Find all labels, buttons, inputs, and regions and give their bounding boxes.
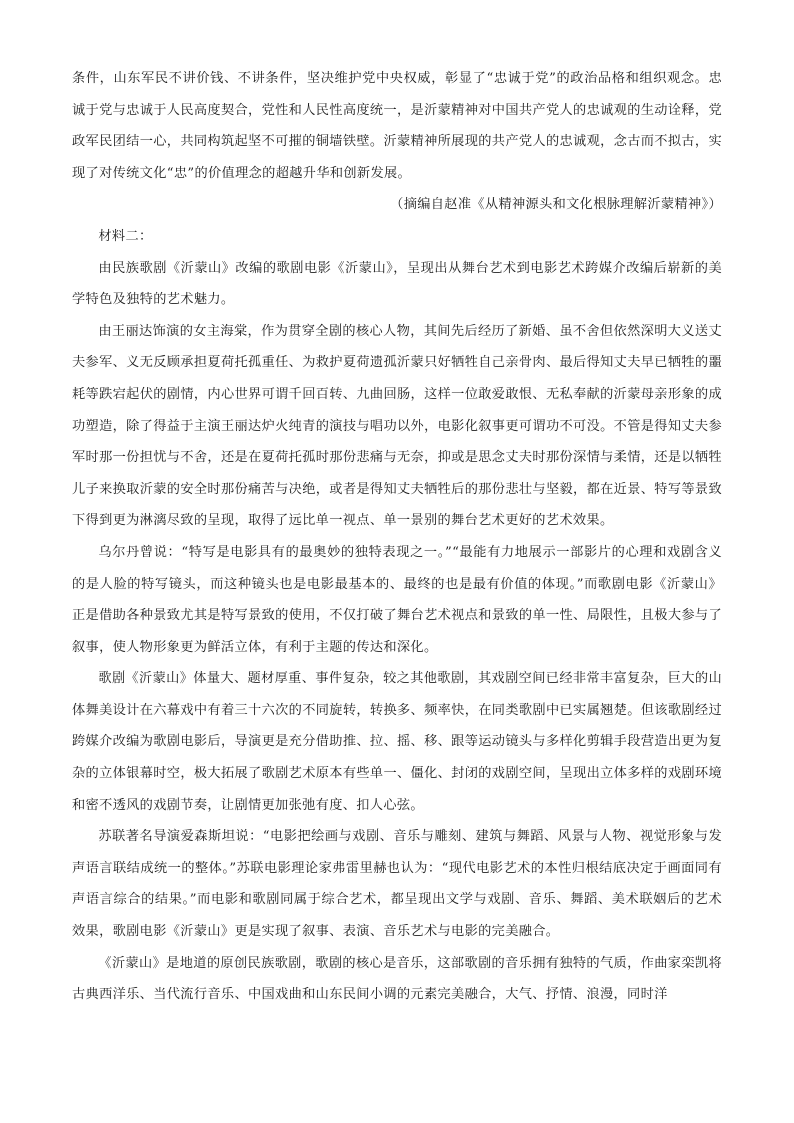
paragraph-continued: 条件，山东军民不讲价钱、不讲条件，坚决维护党中央权威，彰显了“忠诚于党”的政治品格和组织观念。忠诚于党与忠诚于人民高度契合，党性和人民性高度统一，是沂蒙精神对中国共产党人的忠诚观的生动诠释，党政军民团结一心，共同构筑起坚不可摧的铜墙铁壁。沂蒙精神所展现的共产党人的忠诚观，念古而不拟古，实现了对传统文化“忠”的价值理念的超越升华和创新发展。 [72, 71, 722, 181]
source-citation: （摘编自赵准《从精神源头和文化根脉理解沂蒙精神》） [390, 197, 722, 213]
material-label: 材料二： [98, 228, 153, 244]
paragraph-intro: 由民族歌剧《沂蒙山》改编的歌剧电影《沂蒙山》，呈现出从舞台艺术到电影艺术跨媒介改编后崭新的美学特色及独特的艺术魅力。 [72, 260, 722, 308]
paragraph-space: 歌剧《沂蒙山》体量大、题材厚重、事件复杂，较之其他歌剧，其戏剧空间已经非常丰富复杂，巨大的山体舞美设计在六幕戏中有着三十六次的不同旋转，转换多、频率快，在同类歌剧中已实属翘楚。但该歌剧经过跨媒介改编为歌剧电影后，导演更是充分借助推、拉、摇、移、跟等运动镜头与多样化剪辑手段营造出更为复杂的立体银幕时空，极大拓展了歌剧艺术原本有些单一、僵化、封闭的戏剧空间，呈现出立体多样的戏剧环境和密不透风的戏剧节奏，让剧情更加张弛有度、扣人心弦。 [72, 671, 722, 813]
paragraph-music: 《沂蒙山》是地道的原创民族歌剧，歌剧的核心是音乐，这部歌剧的音乐拥有独特的气质，作曲家栾凯将古典西洋乐、当代流行音乐、中国戏曲和山东民间小调的元素完美融合，大气、抒情、浪漫，同时洋 [72, 955, 722, 1003]
paragraph-haitang: 由王丽达饰演的女主海棠，作为贯穿全剧的核心人物，其间先后经历了新婚、虽不舍但依然深明大义送丈夫参军、义无反顾承担夏荷托孤重任、为救护夏荷遗孤沂蒙只好牺牲自己亲骨肉、最后得知丈夫早已牺牲的噩耗等跌宕起伏的剧情，内心世界可谓千回百转、九曲回肠，这样一位敢爱敢恨、无私奉献的沂蒙母亲形象的成功塑造，除了得益于主演王丽达炉火纯青的演技与唱功以外，电影化叙事更可谓功不可没。不管是得知丈夫参军时那一份担忧与不舍，还是在夏荷托孤时那份悲痛与无奈，抑或是思念丈夫时那份深情与柔情，还是以牺牲儿子来换取沂蒙的安全时那份痛苦与决绝，或者是得知丈夫牺牲后的那份悲壮与坚毅，都在近景、特写等景致下得到更为淋漓尽致的呈现，取得了远比单一视点、单一景别的舞台艺术更好的艺术效果。 [72, 323, 722, 529]
paragraph-closeup: 乌尔丹曾说：“特写是电影具有的最奥妙的独特表现之一。”“最能有力地展示一部影片的心理和戏剧含义的是人脸的特写镜头，而这种镜头也是电影最基本的、最终的也是最有价值的体现。”而歌剧电影《沂蒙山》正是借助各种景致尤其是特写景致的使用，不仅打破了舞台艺术视点和景致的单一性、局限性，且极大参与了叙事，使人物形象更为鲜活立体，有利于主题的传达和深化。 [72, 544, 722, 655]
paragraph-synthesis: 苏联著名导演爱森斯坦说：“电影把绘画与戏剧、音乐与雕刻、建筑与舞蹈、风景与人物、视觉形象与发声语言联结成统一的整体。”苏联电影理论家弗雷里赫也认为：“现代电影艺术的本性归根结底决定于画面同有声语言综合的结果。”而电影和歌剧同属于综合艺术，都呈现出文学与戏剧、音乐、舞蹈、美术联姻后的艺术效果，歌剧电影《沂蒙山》更是实现了叙事、表演、音乐艺术与电影的完美融合。 [72, 829, 722, 940]
document-page [72, 63, 722, 1011]
